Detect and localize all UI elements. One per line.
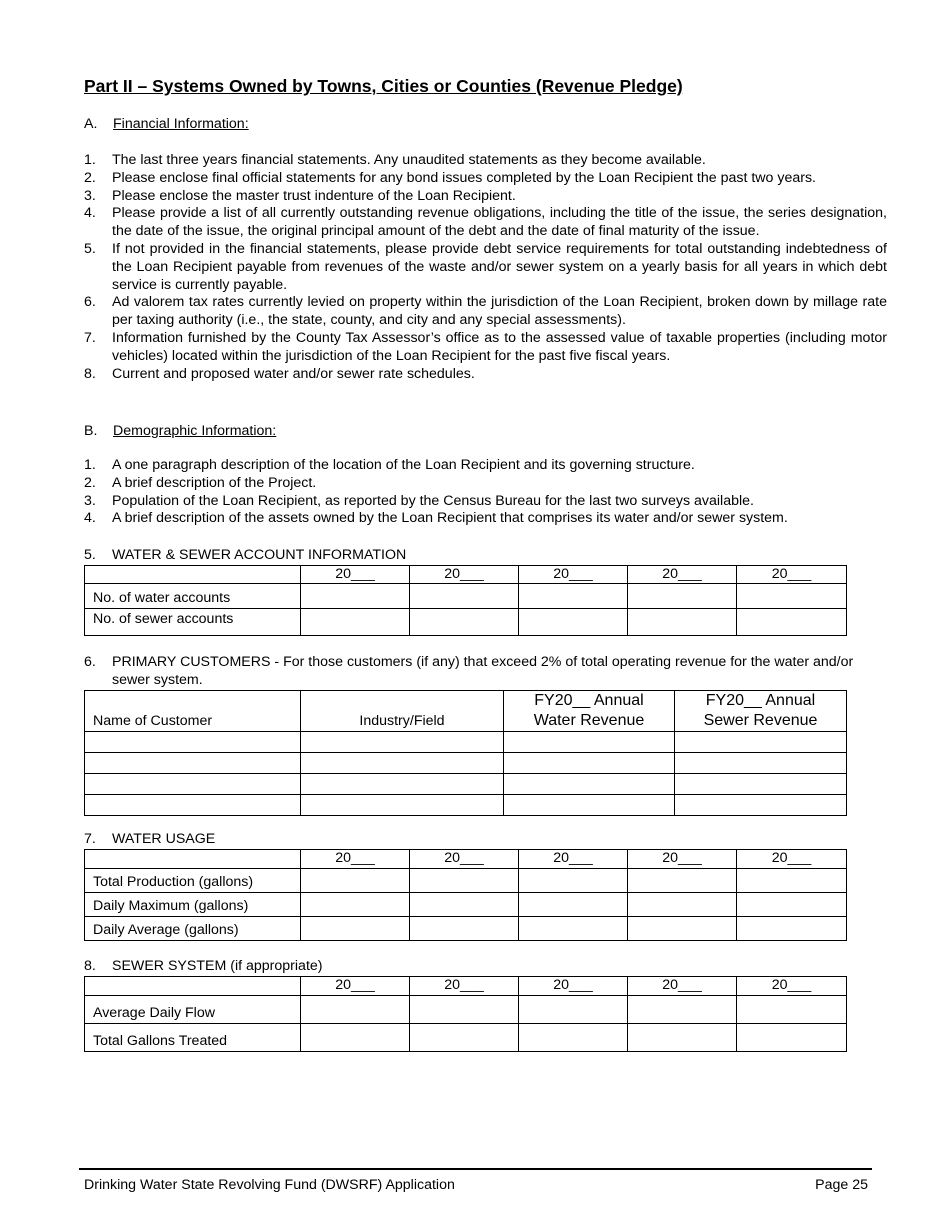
entry-cell[interactable] [675, 753, 847, 774]
section-b-letter: B. [84, 423, 98, 439]
row-label: Total Gallons Treated [85, 1024, 301, 1052]
column-header: FY20__ Annual Sewer Revenue [675, 691, 847, 732]
entry-cell[interactable] [737, 869, 847, 893]
year-header: 20___ [519, 850, 628, 869]
financial-list [84, 152, 887, 383]
entry-cell[interactable] [519, 1024, 628, 1052]
entry-cell[interactable] [628, 609, 737, 636]
list-item: 4. Please provide a list of all currently outstanding revenue obligations, including the title of the issue, the series designation, the date of the issue, the original principal amount of the debt and the date of final maturity of the issue. [84, 205, 887, 240]
list-item: 2. Please enclose final official statements for any bond issues completed by the Loan Recipient the past two years. [84, 169, 816, 186]
table-row [85, 732, 847, 753]
entry-cell[interactable] [737, 584, 847, 609]
entry-cell[interactable] [301, 893, 410, 917]
table-header-row [85, 691, 847, 732]
entry-cell[interactable] [675, 795, 847, 816]
row-label: Daily Average (gallons) [85, 917, 301, 941]
list-item: 4. A brief description of the assets owned by the Loan Recipient that comprises its water and/or sewer system. [84, 510, 788, 527]
year-header: 20___ [301, 977, 410, 996]
sewer-table [84, 976, 847, 1052]
table-row [85, 893, 847, 917]
entry-cell[interactable] [628, 584, 737, 609]
entry-cell[interactable] [519, 917, 628, 941]
entry-cell[interactable] [85, 732, 301, 753]
table-row [85, 753, 847, 774]
year-header: 20___ [519, 566, 628, 584]
year-header: 20___ [737, 566, 847, 584]
table-header-row [85, 977, 847, 996]
list-item: 2. A brief description of the Project. [84, 474, 317, 491]
entry-cell[interactable] [301, 732, 504, 753]
entry-cell[interactable] [301, 869, 410, 893]
entry-cell[interactable] [519, 584, 628, 609]
entry-cell[interactable] [85, 795, 301, 816]
usage-label: 7. WATER USAGE [84, 831, 216, 847]
list-item: 8. Current and proposed water and/or sewer rate schedules. [84, 365, 475, 382]
entry-cell[interactable] [504, 753, 675, 774]
entry-cell[interactable] [737, 893, 847, 917]
section-a-header [84, 116, 249, 132]
section-a-title: Financial Information: [113, 116, 249, 132]
column-header: FY20__ Annual Water Revenue [504, 691, 675, 732]
entry-cell[interactable] [519, 609, 628, 636]
usage-table [84, 849, 847, 941]
table-row [85, 996, 847, 1024]
table-cell [85, 566, 301, 584]
demographic-list [84, 457, 887, 528]
section-b-title: Demographic Information: [113, 423, 277, 439]
entry-cell[interactable] [737, 996, 847, 1024]
section-a-letter: A. [84, 116, 98, 132]
entry-cell[interactable] [628, 893, 737, 917]
accounts-table [84, 565, 847, 636]
accounts-label: 5. WATER & SEWER ACCOUNT INFORMATION [84, 547, 407, 563]
table-header-row [85, 566, 847, 584]
year-header: 20___ [628, 977, 737, 996]
row-label: Average Daily Flow [85, 996, 301, 1024]
entry-cell[interactable] [301, 917, 410, 941]
year-header: 20___ [410, 566, 519, 584]
entry-cell[interactable] [301, 774, 504, 795]
table-cell [85, 977, 301, 996]
list-item: 1. A one paragraph description of the location of the Loan Recipient and its governing structure. [84, 457, 695, 473]
row-label: Total Production (gallons) [85, 869, 301, 893]
table-row [85, 609, 847, 636]
year-header: 20___ [519, 977, 628, 996]
entry-cell[interactable] [85, 774, 301, 795]
table-row [85, 869, 847, 893]
table-row [85, 584, 847, 609]
entry-cell[interactable] [737, 609, 847, 636]
entry-cell[interactable] [301, 795, 504, 816]
sewer-label: 8. SEWER SYSTEM (if appropriate) [84, 958, 323, 974]
year-header: 20___ [410, 977, 519, 996]
list-item: 3. Population of the Loan Recipient, as reported by the Census Bureau for the last two surveys available. [84, 492, 754, 509]
entry-cell[interactable] [301, 584, 410, 609]
customers-table [84, 690, 847, 816]
list-item: 1. The last three years financial statements. Any unaudited statements as they become available. [84, 152, 706, 168]
year-header: 20___ [737, 850, 847, 869]
entry-cell[interactable] [628, 869, 737, 893]
entry-cell[interactable] [504, 774, 675, 795]
table-cell [85, 850, 301, 869]
table-row [85, 1024, 847, 1052]
entry-cell[interactable] [410, 1024, 519, 1052]
entry-cell[interactable] [628, 996, 737, 1024]
page-title: Part II – Systems Owned by Towns, Cities or Counties (Revenue Pledge) [84, 76, 683, 96]
table-row [85, 917, 847, 941]
entry-cell[interactable] [628, 917, 737, 941]
entry-cell[interactable] [410, 917, 519, 941]
year-header: 20___ [628, 850, 737, 869]
customers-label: 6. PRIMARY CUSTOMERS - For those customers (if any) that exceed 2% of total operating revenue for the water and/or sewer system. [84, 654, 854, 688]
entry-cell[interactable] [410, 893, 519, 917]
table-row [85, 795, 847, 816]
column-header: Industry/Field [301, 691, 504, 732]
entry-cell[interactable] [519, 893, 628, 917]
list-item: 5. If not provided in the financial statements, please provide debt service requirements for total outstanding indebtedness of the Loan Recipient payable from revenues of the waste and/or sewer system on a yearly basis for all years in which debt service is currently payable. [84, 240, 887, 293]
year-header: 20___ [628, 566, 737, 584]
column-header: Name of Customer [85, 691, 301, 732]
entry-cell[interactable] [519, 996, 628, 1024]
entry-cell[interactable] [628, 1024, 737, 1052]
year-header: 20___ [301, 566, 410, 584]
row-label: Daily Maximum (gallons) [85, 893, 301, 917]
table-header-row [85, 850, 847, 869]
list-item: 3. Please enclose the master trust indenture of the Loan Recipient. [84, 187, 516, 204]
entry-cell[interactable] [504, 732, 675, 753]
entry-cell[interactable] [301, 753, 504, 774]
entry-cell[interactable] [85, 753, 301, 774]
row-label: No. of sewer accounts [85, 609, 301, 636]
entry-cell[interactable] [675, 774, 847, 795]
year-header: 20___ [410, 850, 519, 869]
entry-cell[interactable] [737, 1024, 847, 1052]
page-number: Page 25 [815, 1177, 868, 1193]
entry-cell[interactable] [519, 869, 628, 893]
list-item: 7. Information furnished by the County Tax Assessor’s office as to the assessed value of taxable properties (including motor vehicles) located within the jurisdiction of the Loan Recipient for the past five fiscal years. [84, 329, 887, 364]
row-label: No. of water accounts [85, 584, 301, 609]
footer-divider [79, 1168, 872, 1170]
footer-title: Drinking Water State Revolving Fund (DWSRF) Application [84, 1177, 455, 1193]
entry-cell[interactable] [301, 1024, 410, 1052]
entry-cell[interactable] [301, 996, 410, 1024]
list-item: 6. Ad valorem tax rates currently levied on property within the jurisdiction of the Loan Recipient, broken down by millage rate per taxing authority (i.e., the state, county, and city and any special assessments). [84, 294, 887, 329]
entry-cell[interactable] [737, 917, 847, 941]
entry-cell[interactable] [410, 609, 519, 636]
entry-cell[interactable] [504, 795, 675, 816]
entry-cell[interactable] [410, 869, 519, 893]
year-header: 20___ [737, 977, 847, 996]
entry-cell[interactable] [301, 609, 410, 636]
table-row [85, 774, 847, 795]
entry-cell[interactable] [410, 584, 519, 609]
section-b-header [84, 423, 276, 439]
entry-cell[interactable] [675, 732, 847, 753]
entry-cell[interactable] [410, 996, 519, 1024]
year-header: 20___ [301, 850, 410, 869]
